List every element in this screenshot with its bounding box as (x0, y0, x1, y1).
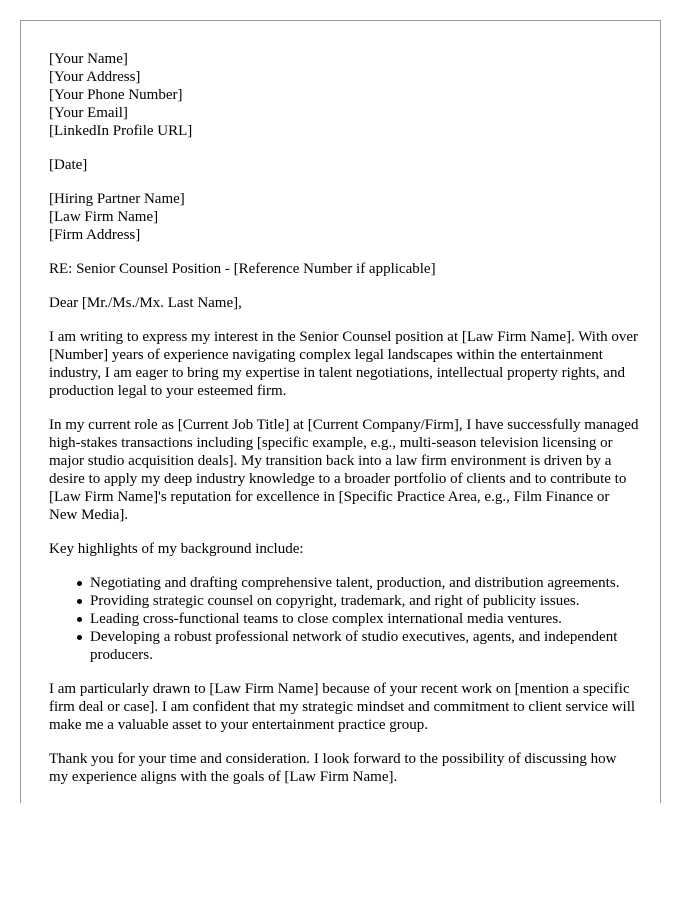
highlights-list (49, 574, 639, 664)
letter-page (20, 20, 661, 803)
sender-phone: [Your Phone Number] (49, 87, 183, 103)
intro-paragraph: I am writing to express my interest in the Senior Counsel position at [Law Firm Name]. With over [Number] years of experience navigating complex legal landscapes within the entertainment industry, I am eager to bring my expertise in talent negotiations, intellectual property rights, and production legal to your esteemed firm. (49, 329, 639, 399)
list-item: Developing a robust professional network of studio executives, agents, and independent producers. (90, 628, 639, 664)
list-item: Leading cross-functional teams to close complex international media ventures. (90, 610, 639, 628)
letter-body (49, 50, 639, 786)
sender-name: [Your Name] (49, 51, 128, 67)
subject-line: RE: Senior Counsel Position - [Reference Number if applicable] (49, 261, 436, 277)
letter-date: [Date] (49, 157, 88, 173)
sender-block (49, 50, 639, 140)
list-item: Providing strategic counsel on copyright, trademark, and right of publicity issues. (90, 592, 639, 610)
list-item: Negotiating and drafting comprehensive talent, production, and distribution agreements. (90, 574, 639, 592)
current-role-paragraph: In my current role as [Current Job Title] at [Current Company/Firm], I have successfully managed high-stakes transactions including [specific example, e.g., multi-season television licensing or major studio acquisition deals]. My transition back into a law firm environment is driven by a desire to apply my deep industry knowledge to a broader portfolio of clients and to contribute to [Law Firm Name]'s reputation for excellence in [Specific Practice Area, e.g., Film Finance or New Media]. (49, 417, 639, 523)
drawn-to-paragraph: I am particularly drawn to [Law Firm Name] because of your recent work on [mention a specific firm deal or case]. I am confident that my strategic mindset and commitment to client service will make me a valuable asset to your entertainment practice group. (49, 681, 636, 733)
recipient-address: [Firm Address] (49, 227, 141, 243)
salutation: Dear [Mr./Ms./Mx. Last Name], (49, 295, 242, 311)
recipient-name: [Hiring Partner Name] (49, 191, 185, 207)
recipient-firm: [Law Firm Name] (49, 209, 159, 225)
highlights-intro: Key highlights of my background include: (49, 541, 304, 557)
sender-address: [Your Address] (49, 69, 141, 85)
sender-linkedin: [LinkedIn Profile URL] (49, 123, 193, 139)
sender-email: [Your Email] (49, 105, 128, 121)
recipient-block (49, 190, 639, 244)
closing-paragraph: Thank you for your time and consideration. I look forward to the possibility of discussing how my experience aligns with the goals of [Law Firm Name]. (49, 751, 617, 785)
